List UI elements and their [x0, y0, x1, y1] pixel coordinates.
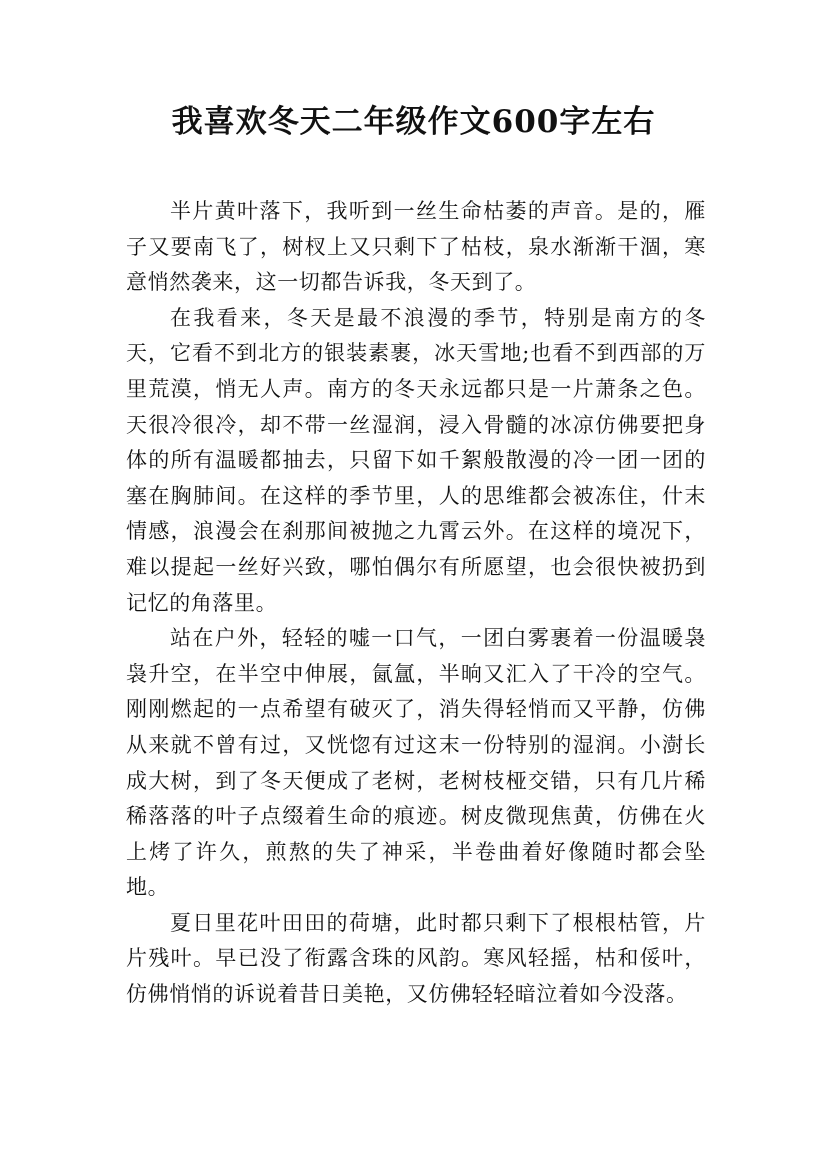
paragraph: 夏日里花叶田田的荷塘，此时都只剩下了根根枯管，片片残叶。早已没了衔露含珠的风韵。寒风轻摇，枯和俀叶，仿佛悄悄的诉说着昔日美艳，又仿佛轻轻暗泣着如今没落。: [126, 910, 706, 1007]
paragraph: 在我看来，冬天是最不浪漫的季节，特别是南方的冬天，它看不到北方的银装素裹，冰天雪地;也看不到西部的万里荒漠，悄无人声。南方的冬天永远都只是一片萧条之色。天很冷很冷，却不带一丝湿润，浸入骨髓的冰凉仿佛要把身体的所有温暖都抽去，只留下如千絮般散漫的冷一团一团的塞在胸肺间。在这样的季节里，人的思维都会被冻住，什末情感，浪漫会在刹那间被抛之九霄云外。在这样的境况下，难以提起一丝好兴致，哪怕偶尔有所愿望，也会很快被扔到记忆的角落里。: [126, 305, 706, 615]
paragraph: 半片黄叶落下，我听到一丝生命枯萎的声音。是的，雁子又要南飞了，树杈上又只剩下了枯枝，泉水渐渐干涸，寒意悄然袭来，这一切都告诉我，冬天到了。: [126, 199, 706, 295]
document-title: 我喜欢冬天二年级作文600字左右: [171, 104, 656, 140]
document-body: [126, 194, 706, 1013]
paragraph: 站在户外，轻轻的嘘一口气，一团白雾裹着一份温暖袅袅升空，在半空中伸展，氤氲，半晌又汇入了干冷的空气。刚刚燃起的一点希望有破灭了，消失得轻悄而又平静，仿佛从来就不曾有过，又恍惚有过这末一份特别的湿润。小澍长成大树，到了冬天便成了老树，老树枝桠交错，只有几片稀稀落落的叶子点缀着生命的痕迹。树皮微现焦黄，仿佛在火上烤了许久，煎熬的失了神采，半卷曲着好像随时都会坠地。: [126, 626, 706, 900]
